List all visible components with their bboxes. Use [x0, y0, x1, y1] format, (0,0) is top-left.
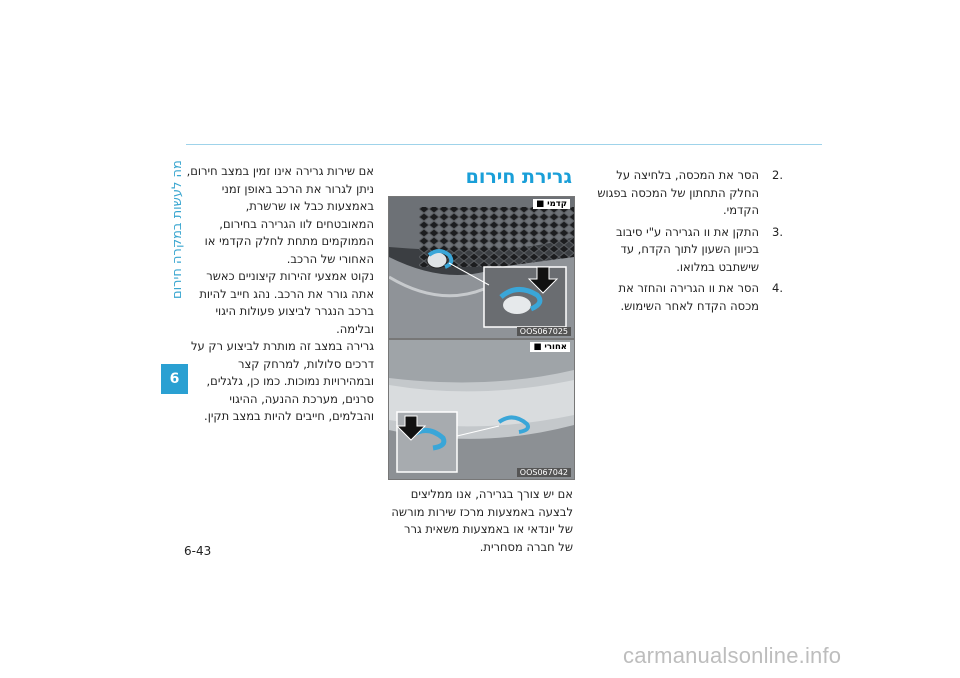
item-text: הסר את המכסה, בלחיצה על החלק התחתון של המכסה בפגוש הקדמי. [597, 168, 759, 217]
item-number: 4. [772, 281, 783, 295]
photo-code: OOS067042 [517, 468, 571, 477]
chapter-tab: 6 [161, 364, 188, 394]
item-text: הסר את וו הגרירה והחזר את מכסה הקדח לאחר השימוש. [618, 281, 759, 313]
front-bumper-illustration [389, 197, 574, 338]
photo-label: אחורי ■ [530, 342, 570, 352]
rear-bumper-illustration [389, 340, 574, 479]
right-column [588, 167, 783, 319]
paragraph: אם שירות גרירה אינו זמין במצב חירום, ניתן לגרור את הרכב באופן זמני באמצעות כבל או שרשרת, המאובטחים לוו הגרירה בחירום, הממוקמים מתחת לחלק הקדמי או האחורי של הרכב. [186, 164, 374, 266]
item-number: 3. [772, 224, 783, 239]
section-heading: גרירת חירום [465, 166, 572, 188]
photo-code: OOS067025 [517, 327, 571, 336]
note-text: אם יש צורך בגרירה, אנו ממליצים לבצעה באמצעות מרכז שירות מורשה של יונדאי או באמצעות משאית גרר של חברה מסחרית. [391, 487, 573, 554]
section-title: מה לעשות במקרה חירום [170, 160, 185, 299]
list-item [588, 280, 783, 315]
list-item [588, 167, 783, 220]
left-column [186, 163, 374, 426]
front-tow-hook-photo [388, 196, 575, 339]
rear-tow-hook-photo [388, 339, 575, 480]
item-text: התקן את וו הגרירה ע"י סיבוב בכיוון השעון לתוך הקדח, עד שישתבט במלואו. [616, 224, 759, 274]
page-number: 6-43 [184, 544, 212, 558]
list-item [588, 224, 783, 277]
item-number: 2. [772, 168, 783, 182]
paragraph: נקוט אמצעי זהירות קיצוניים כאשר אתה גורר את הרכב. נהג חייב להיות ברכב הנגרר לביצוע פעולות היגוי ובלימה. [199, 269, 374, 336]
top-rule [186, 144, 822, 145]
towing-note [388, 486, 573, 556]
paragraph: גרירה במצב זה מותרת לביצוע רק על דרכים סלולות, למרחק קצר ובמהירויות נמוכות. כמו כן, גלגלים, סרנים, מערכת ההנעה, ההיגוי והבלמים, חייבים להיות במצב תקין. [190, 339, 374, 423]
photo-label: קדמי ■ [533, 199, 570, 209]
watermark: carmanualsonline.info [623, 643, 842, 668]
